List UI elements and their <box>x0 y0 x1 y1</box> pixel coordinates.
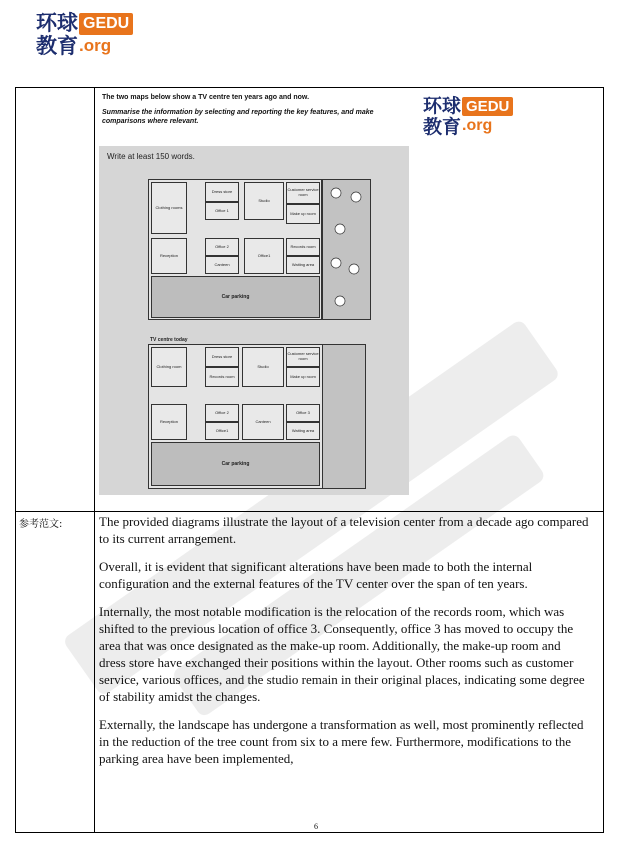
parking-past: Car parking <box>151 276 320 318</box>
room-records-past: Records room <box>286 238 320 256</box>
room-reception-today: Reception <box>151 404 187 440</box>
task-instruction: Summarise the information by selecting and reporting the key features, and make comparisons where relevant. <box>102 109 374 126</box>
table-border-top <box>15 87 604 88</box>
gedu-logo-inner <box>423 97 513 139</box>
room-customer-today: Customer service room <box>286 347 320 367</box>
essay-paragraph-4: Externally, the landscape has undergone a transformation as well, most prominently reflected in the reduction of the tree count from six to a mere few. Furthermore, modifications to the parking area have been implemented, <box>99 717 584 766</box>
room-waiting-today: Waiting area <box>286 422 320 440</box>
word-limit: Write at least 150 words. <box>107 152 195 161</box>
room-makeup-today: Make up room <box>286 367 320 387</box>
room-waiting-past: Waiting area <box>286 256 320 274</box>
table-row-divider <box>15 511 604 512</box>
room-office1-past: Office 1 <box>205 202 239 220</box>
page-number: 6 <box>314 822 318 831</box>
essay-paragraph-2: Overall, it is evident that significant alterations have been made to both the internal configuration and the external features of the TV center over the span of ten years. <box>99 559 533 591</box>
logo-cn-line1: 环球 <box>36 11 78 35</box>
room-clothing-today: Clothing room <box>151 347 187 387</box>
table-column-divider <box>94 87 95 833</box>
room-canteen-past: Canteen <box>205 256 239 274</box>
essay-paragraph-1: The provided diagrams illustrate the layout of a television center from a decade ago compared to its current arrangement. <box>99 514 589 546</box>
sample-label: 参考范文: <box>19 519 63 530</box>
inner-logo-cn-line1: 环球 <box>423 95 462 117</box>
inner-logo-badge: GEDU <box>462 97 513 116</box>
room-office3-today: Office 3 <box>286 404 320 422</box>
room-dress-past: Dress store <box>205 182 239 202</box>
room-studio-past: Studio <box>244 182 284 220</box>
room-office1-today: Office1 <box>205 422 239 440</box>
room-reception-past: Reception <box>151 238 187 274</box>
task-prompt-line: The two maps below show a TV centre ten years ago and now. <box>102 94 310 101</box>
room-office2-today: Office 2 <box>205 404 239 422</box>
room-office2-past: Office 2 <box>205 238 239 256</box>
task-prompt <box>102 93 402 132</box>
logo-badge: GEDU <box>79 13 133 35</box>
parking-extension-today <box>322 344 366 489</box>
map-today-title: TV centre today <box>150 337 188 343</box>
gedu-logo <box>36 13 133 59</box>
room-customer-past: Customer service room <box>286 182 320 204</box>
room-canteen-today: Canteen <box>242 404 284 440</box>
room-makeup-past: Make up room <box>286 204 320 224</box>
room-office-mid-past: Office1 <box>244 238 284 274</box>
sample-essay <box>99 513 589 778</box>
inner-logo-org: .org <box>462 117 493 134</box>
room-dress-today: Dress store <box>205 347 239 367</box>
room-studio-today: Studio <box>242 347 284 387</box>
logo-cn-line2: 教育 <box>36 34 78 58</box>
inner-logo-cn-line2: 教育 <box>423 116 462 138</box>
parking-today: Car parking <box>151 442 320 486</box>
room-records-today: Records room <box>205 367 239 387</box>
essay-paragraph-3: Internally, the most notable modification is the relocation of the records room, which was shifted to the previous location of office 3. Consequently, office 3 has moved to occupy the area that was once designated as the make-up room. Additionally, the make-up room and dress store have exchanged their positions within the layout. Other rooms such as customer service, various offices, and the studio remain in their original places, indicating some degree of stability amidst the changes. <box>99 604 585 704</box>
trees-past <box>322 179 369 318</box>
table-border-right <box>603 87 604 833</box>
logo-org: .org <box>79 36 112 55</box>
table-border-bottom <box>15 832 604 833</box>
table-border-left <box>15 87 16 833</box>
maps-photo <box>99 146 409 495</box>
room-clothing-past: Clothing rooms <box>151 182 187 234</box>
